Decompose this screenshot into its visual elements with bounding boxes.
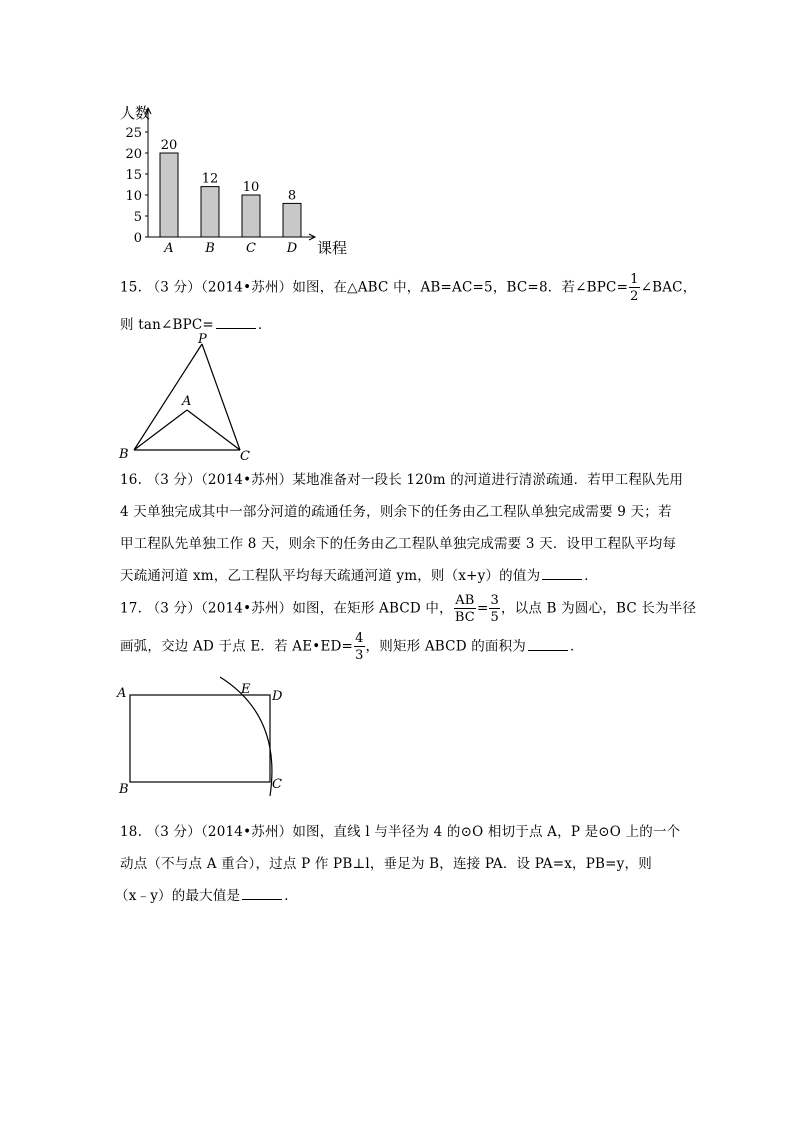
q17-equals: = — [476, 600, 489, 617]
q17-label-C: C — [272, 777, 282, 792]
q17-fraction-4-3 — [354, 632, 364, 662]
bar — [283, 203, 301, 237]
q18-line2 — [120, 852, 652, 872]
q16-line1 — [120, 468, 683, 488]
q18-source: （2014•苏州） — [200, 824, 293, 840]
q16-answer-blank[interactable] — [542, 567, 582, 580]
q16-line2 — [120, 500, 672, 520]
q17-text2: ，以点 B 为圆心，BC 长为半径 — [500, 600, 697, 617]
y-axis-label: 人数 — [120, 104, 151, 122]
q17-line2-end: ． — [570, 638, 584, 655]
q15-label-A: A — [182, 394, 192, 409]
q16-text3: 甲工程队先单独工作 8 天，则余下的任务由乙工程队单独完成需要 3 天．设甲工程队平均每 — [120, 536, 677, 552]
q17-line2-text-b: ，则矩形 ABCD 的面积为 — [365, 638, 527, 655]
category-label: D — [286, 241, 298, 256]
bar-value-label: 20 — [160, 138, 178, 153]
q15-fraction — [629, 273, 639, 303]
y-tick-label: 15 — [125, 168, 142, 183]
category-label: B — [205, 241, 215, 256]
q15-answer-blank[interactable] — [216, 316, 256, 329]
q15-line2-text: 则 tan∠BPC= — [120, 317, 214, 333]
q17-score: （3 分） — [146, 600, 201, 617]
q17-frac3-num: 4 — [355, 631, 364, 646]
q16-score: （3 分） — [146, 472, 201, 488]
q15-frac-num: 1 — [630, 272, 639, 287]
chart-bars — [160, 138, 301, 256]
q18-text1: 如图，直线 l 与半径为 4 的⊙O 相切于点 A，P 是⊙O 上的一个 — [292, 824, 681, 840]
bar — [160, 153, 178, 237]
bar-value-label: 12 — [201, 171, 219, 187]
q17-line2 — [120, 632, 584, 662]
q18-answer-blank[interactable] — [242, 887, 282, 900]
q16-line3 — [120, 532, 676, 552]
bar-chart — [110, 100, 350, 260]
q17-frac2-den: 5 — [490, 610, 499, 625]
q17-line1 — [120, 594, 696, 624]
q17-figure — [112, 676, 302, 806]
q18-text2: 动点（不与点 A 重合），过点 P 作 PB⊥l，垂足为 B，连接 PA．设 PA=x，PB=y，则 — [120, 856, 652, 872]
q15-text2: ∠BAC， — [640, 279, 697, 296]
q15-label-P: P — [198, 332, 207, 347]
q18-score: （3 分） — [146, 824, 201, 840]
chart-axes — [120, 104, 347, 257]
q17-frac1-num: AB — [455, 593, 475, 608]
q15-figure — [112, 330, 262, 462]
q18-text3-end: ． — [284, 888, 298, 904]
q15-frac-den: 2 — [630, 289, 639, 304]
q17-frac3-den: 3 — [355, 648, 364, 663]
q16-line4 — [120, 564, 598, 584]
q15-text1: 如图，在△ABC 中，AB=AC=5，BC=8．若∠BPC= — [292, 279, 629, 296]
q17-label-B: B — [119, 782, 129, 797]
bar-value-label: 10 — [242, 180, 260, 195]
q17-label-A: A — [117, 686, 127, 701]
y-tick-label: 10 — [125, 189, 142, 204]
q16-text1: 某地准备对一段长 120m 的河道进行清淤疏通．若甲工程队先用 — [292, 472, 684, 488]
q17-frac1-den: BC — [454, 610, 475, 625]
q15-source: （2014•苏州） — [200, 279, 293, 296]
q17-line2-text: 画弧，交边 AD 于点 E．若 AE•ED= — [120, 638, 354, 655]
y-tick-label: 0 — [133, 231, 142, 246]
y-tick-label: 5 — [133, 210, 142, 225]
q18-number: 18. — [120, 824, 143, 840]
q16-number: 16. — [120, 472, 143, 488]
q17-answer-blank[interactable] — [528, 638, 568, 651]
bar-value-label: 8 — [287, 188, 297, 204]
q17-number: 17. — [120, 600, 143, 617]
bar — [242, 195, 260, 237]
q15-number: 15. — [120, 279, 143, 296]
q16-text4: 天疏通河道 xm，乙工程队平均每天疏通河道 ym，则（x+y）的值为 — [120, 568, 541, 584]
q16-text2: 4 天单独完成其中一部分河道的疏通任务，则余下的任务由乙工程队单独完成需要 9 天；若 — [120, 504, 672, 520]
q16-text4-end: ． — [584, 568, 598, 584]
q16-source: （2014•苏州） — [200, 472, 293, 488]
q18-line3 — [115, 884, 298, 904]
q18-line1 — [120, 820, 680, 840]
q17-frac2-num: 3 — [490, 593, 499, 608]
q15-score: （3 分） — [146, 279, 201, 296]
bar — [201, 187, 219, 237]
y-tick-label: 25 — [125, 126, 142, 141]
q17-source: （2014•苏州） — [200, 600, 293, 617]
y-tick-label: 20 — [125, 147, 142, 162]
q18-text3: （x﹣y）的最大值是 — [115, 888, 241, 904]
q15-line1 — [120, 273, 696, 303]
q15-line2-end: ． — [257, 317, 272, 333]
category-label: A — [164, 241, 174, 256]
q17-text1: 如图，在矩形 ABCD 中， — [292, 600, 453, 617]
q15-label-C: C — [240, 449, 250, 462]
q17-fraction-ab-bc — [454, 594, 476, 624]
category-label: C — [246, 241, 256, 256]
q17-label-D: D — [272, 689, 283, 704]
q17-fraction-3-5 — [489, 594, 499, 624]
q15-label-B: B — [119, 447, 129, 462]
x-axis-label: 课程 — [317, 239, 348, 257]
q17-label-E: E — [241, 682, 251, 697]
